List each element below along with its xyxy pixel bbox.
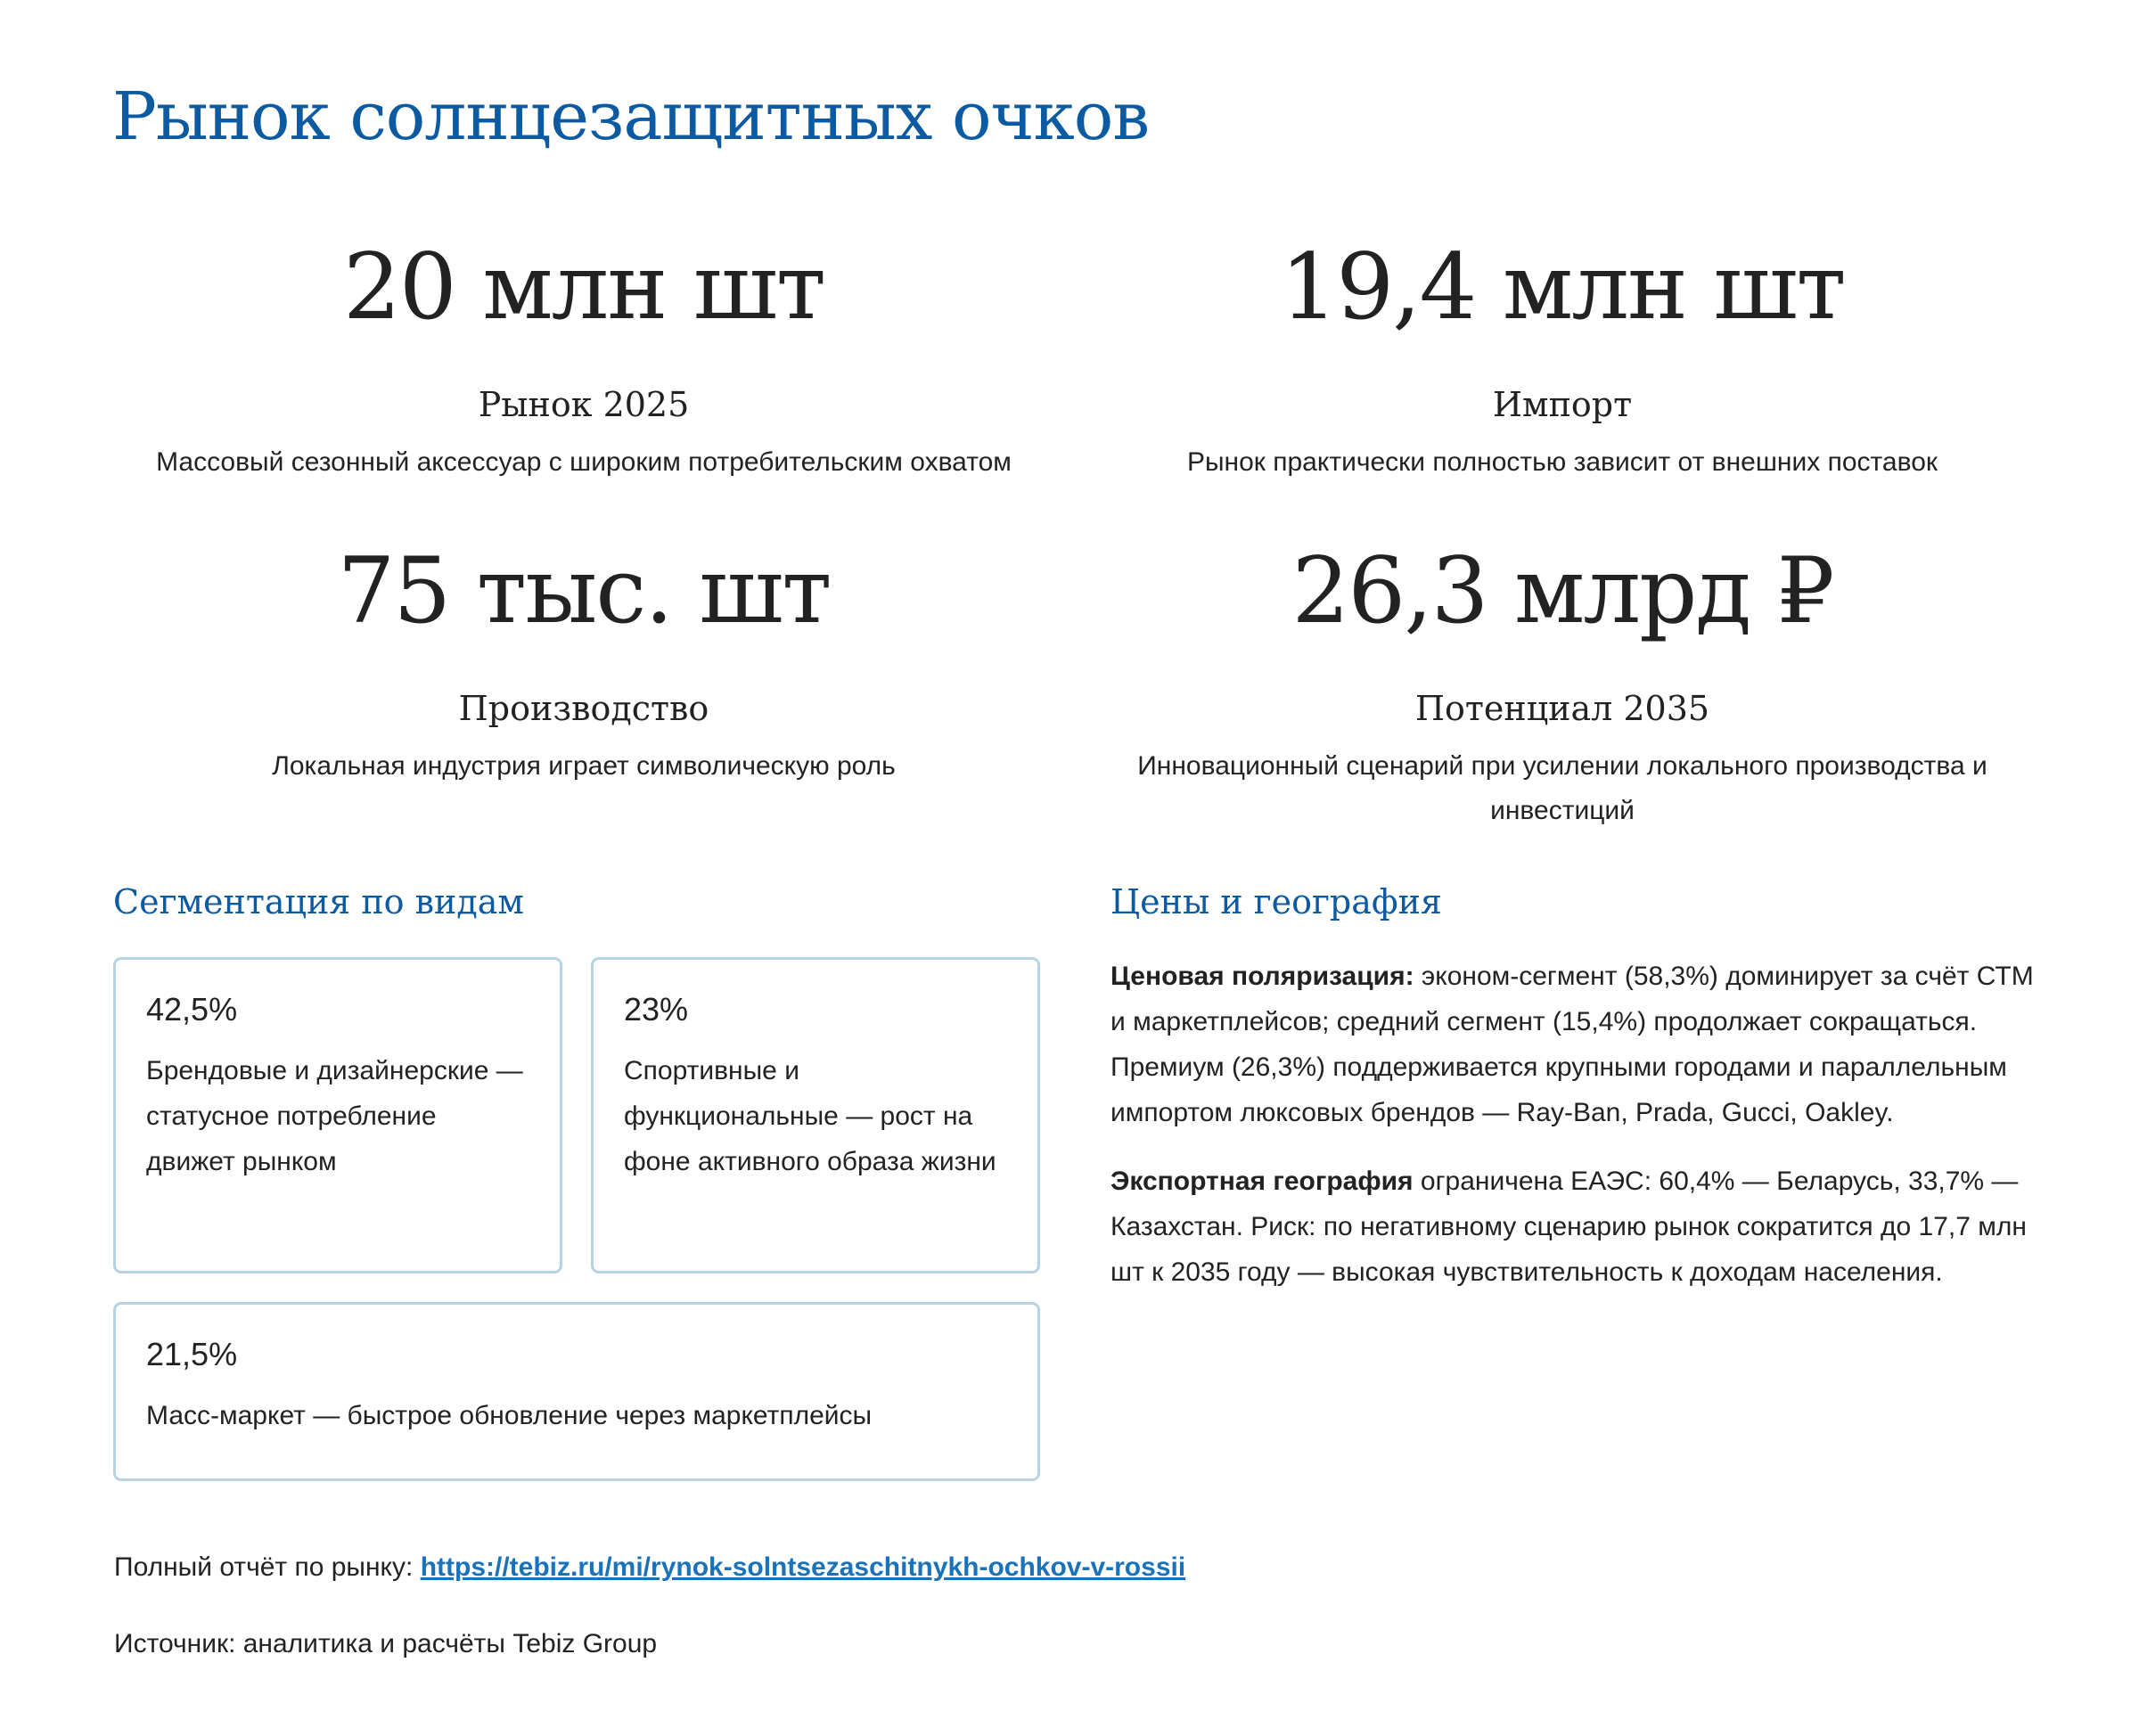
stat-value: 26,3 млрд ₽ <box>1291 538 1833 644</box>
page-title: Рынок солнцезащитных очков <box>112 78 1149 155</box>
source-note: Источник: аналитика и расчёты Tebiz Group <box>114 1629 658 1658</box>
stat-value: 75 тыс. шт <box>337 538 831 644</box>
stat-label: Потенциал 2035 <box>1414 689 1710 728</box>
stat-potential-2035 <box>1081 538 2044 833</box>
full-report-label: Полный отчёт по рынку: <box>114 1552 421 1582</box>
stat-label: Рынок 2025 <box>478 385 690 424</box>
stat-label: Производство <box>458 689 709 728</box>
stat-label: Импорт <box>1492 385 1633 424</box>
price-polarization-label: Ценовая поляризация: <box>1110 962 1414 991</box>
segment-description: Масс-маркет — быстрое обновление через маркетплейсы <box>146 1401 873 1431</box>
segmentation-heading: Сегментация по видам <box>113 882 524 921</box>
segment-card-branded <box>113 957 562 1273</box>
segment-description: Спортивные и функциональные — рост на фоне активного образа жизни <box>624 1056 996 1177</box>
segment-card-sport <box>591 957 1040 1273</box>
stat-value: 20 млн шт <box>342 234 824 340</box>
full-report-link[interactable]: https://tebiz.ru/mi/rynok-solntsezaschitnykh-ochkov-v-rossii <box>420 1552 1186 1582</box>
export-geography-label: Экспортная география <box>1110 1167 1414 1196</box>
prices-geography-heading: Цены и география <box>1110 882 1442 921</box>
stat-description: Инновационный сценарий при усилении локального производства и инвестиций <box>1137 751 1987 825</box>
stat-value: 19,4 млн шт <box>1280 234 1845 340</box>
segment-description: Брендовые и дизайнерские — статусное потребление движет рынком <box>146 1056 523 1177</box>
stat-description: Локальная индустрия играет символическую роль <box>272 751 896 781</box>
prices-geography-text <box>1110 954 2046 1318</box>
segment-card-mass-market <box>113 1302 1040 1481</box>
segment-percent: 21,5% <box>146 1336 238 1372</box>
stat-description: Рынок практически полностью зависит от внешних поставок <box>1186 447 1938 477</box>
stat-description: Массовый сезонный аксессуар с широким потребительским охватом <box>156 447 1012 477</box>
full-report-line <box>114 1552 1185 1583</box>
segment-percent: 23% <box>624 991 689 1028</box>
segment-percent: 42,5% <box>146 991 238 1028</box>
stat-production <box>102 538 1065 789</box>
price-polarization-paragraph: Ценовая поляризация: эконом-сегмент (58,3%) доминирует за счёт СТМ и маркетплейсов; средний сегмент (15,4%) продолжает сокращаться. Премиум (26,3%) поддерживается крупными городами и параллельным импортом люксовых брендов — Ray-Ban, Prada, Gucci, Oakley. <box>1110 962 2034 1127</box>
stat-import <box>1081 234 2044 485</box>
export-geography-paragraph: Экспортная география ограничена ЕАЭС: 60,4% — Беларусь, 33,7% — Казахстан. Риск: по негативному сценарию рынок сократится до 17,7 млн шт к 2035 году — высокая чувствительность к доходам населения. <box>1110 1167 2027 1287</box>
stat-market-2025 <box>102 234 1065 485</box>
